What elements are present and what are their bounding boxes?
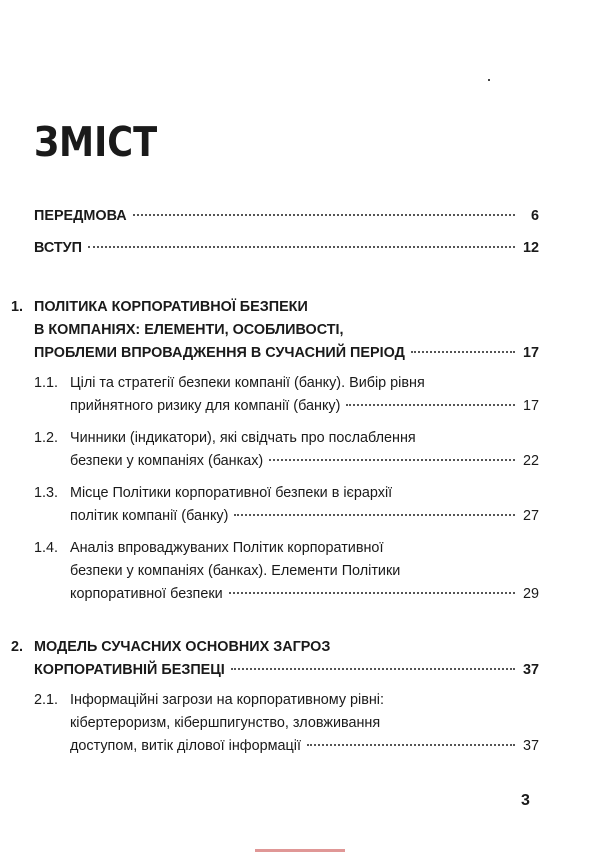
chapter-number: 1. bbox=[11, 299, 24, 315]
dot-leader bbox=[307, 744, 515, 746]
toc-page-number: 6 bbox=[530, 208, 539, 224]
section-title-line: безпеки у компаніях (банках). Елементи Політики bbox=[70, 563, 401, 579]
section-number: 1.3. bbox=[34, 485, 59, 501]
chapter-title-line: ПОЛІТИКА КОРПОРАТИВНОЇ БЕЗПЕКИ bbox=[34, 299, 308, 315]
scan-speck bbox=[488, 79, 490, 81]
section-number: 1.2. bbox=[34, 430, 59, 446]
section-title-line: Цілі та стратегії безпеки компанії (банку). Вибір рівня bbox=[70, 375, 425, 391]
toc-page-number: 29 bbox=[522, 586, 539, 602]
section-title-line: доступом, витік ділової інформації bbox=[70, 738, 301, 754]
dot-leader bbox=[231, 668, 515, 670]
page-folio-number: 3 bbox=[521, 792, 530, 809]
toc-page-number: 22 bbox=[522, 453, 539, 469]
dot-leader bbox=[346, 404, 515, 406]
toc-entry-title: ПЕРЕДМОВА bbox=[34, 208, 127, 224]
section-number: 1.4. bbox=[34, 540, 59, 556]
section-title-line: кібертероризм, кібершпигунство, зловживання bbox=[70, 715, 381, 731]
chapter-title-line: КОРПОРАТИВНІЙ БЕЗПЕЦІ bbox=[34, 662, 225, 678]
section-title-line: Чинники (індикатори), які свідчать про послаблення bbox=[70, 430, 416, 446]
chapter-title-line: В КОМПАНІЯХ: ЕЛЕМЕНТИ, ОСОБЛИВОСТІ, bbox=[34, 322, 344, 338]
page-title: ЗМІСТ bbox=[34, 118, 158, 166]
section-title-line: Інформаційні загрози на корпоративному рівні: bbox=[70, 692, 385, 708]
dot-leader bbox=[133, 214, 515, 216]
section-title-line: прийнятного ризику для компанії (банку) bbox=[70, 398, 341, 414]
toc-entry-title: ВСТУП bbox=[34, 240, 82, 256]
section-title-line: корпоративної безпеки bbox=[70, 586, 223, 602]
toc-page-number: 12 bbox=[522, 240, 539, 256]
dot-leader bbox=[411, 351, 515, 353]
chapter-title-line: ПРОБЛЕМИ ВПРОВАДЖЕННЯ В СУЧАСНИЙ ПЕРІОД bbox=[34, 345, 405, 361]
section-number: 2.1. bbox=[34, 692, 59, 708]
toc-page-number: 17 bbox=[522, 398, 539, 414]
dot-leader bbox=[234, 514, 515, 516]
section-number: 1.1. bbox=[34, 375, 59, 391]
chapter-number: 2. bbox=[11, 639, 24, 655]
bottom-edge-mark bbox=[255, 849, 345, 852]
section-title-line: Аналіз впроваджуваних Політик корпоративної bbox=[70, 540, 384, 556]
dot-leader bbox=[229, 592, 515, 594]
toc-page-number: 37 bbox=[522, 738, 539, 754]
section-title-line: безпеки у компаніях (банках) bbox=[70, 453, 264, 469]
dot-leader bbox=[88, 246, 515, 248]
toc-page-number: 17 bbox=[522, 345, 539, 361]
section-title-line: політик компанії (банку) bbox=[70, 508, 229, 524]
section-title-line: Місце Політики корпоративної безпеки в ієрархії bbox=[70, 485, 393, 501]
chapter-title-line: МОДЕЛЬ СУЧАСНИХ ОСНОВНИХ ЗАГРОЗ bbox=[34, 639, 331, 655]
toc-page-number: 27 bbox=[522, 508, 539, 524]
toc-page-number: 37 bbox=[522, 662, 539, 678]
dot-leader bbox=[269, 459, 515, 461]
